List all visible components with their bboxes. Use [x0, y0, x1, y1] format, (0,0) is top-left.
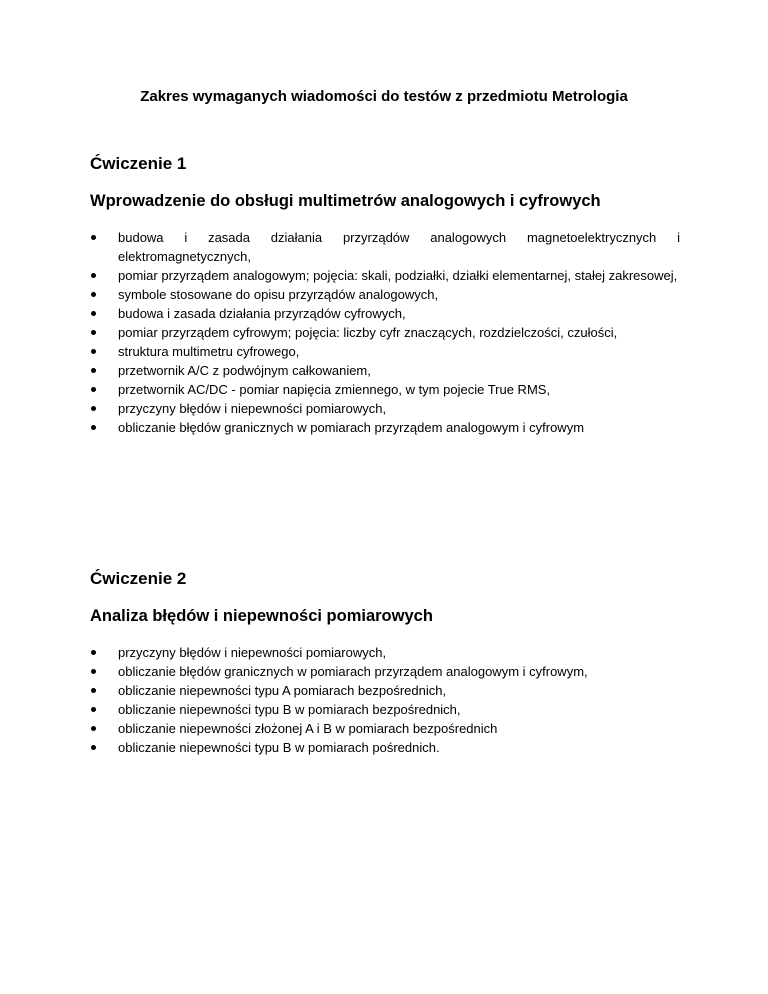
list-item	[90, 700, 680, 719]
list-item-text: przetwornik A/C z podwójnym całkowaniem,	[118, 363, 371, 378]
bullet-icon	[91, 406, 96, 411]
topic-heading: Analiza błędów i niepewności pomiarowych	[90, 607, 433, 625]
list-item	[90, 380, 680, 399]
list-item-text: struktura multimetru cyfrowego,	[118, 344, 300, 359]
list-item	[90, 662, 680, 681]
list-item	[90, 228, 680, 266]
topic-heading: Wprowadzenie do obsługi multimetrów analogowych i cyfrowych	[90, 192, 601, 210]
bullet-icon	[91, 707, 96, 712]
bullet-icon	[91, 311, 96, 316]
list-item	[90, 285, 680, 304]
list-item-text: budowa i zasada działania przyrządów analogowych magnetoelektrycznych i elektromagnetycznych,	[118, 230, 680, 264]
bullet-icon	[91, 368, 96, 373]
list-item-text: przyczyny błędów i niepewności pomiarowych,	[118, 401, 387, 416]
document-title: Zakres wymaganych wiadomości do testów z przedmiotu Metrologia	[140, 88, 628, 105]
bullet-icon	[91, 745, 96, 750]
bullet-list	[90, 228, 680, 437]
list-item	[90, 361, 680, 380]
bullet-icon	[91, 292, 96, 297]
list-item	[90, 342, 680, 361]
list-item	[90, 681, 680, 700]
list-item-text: obliczanie niepewności typu B w pomiarach bezpośrednich,	[118, 702, 461, 717]
bullet-icon	[91, 235, 96, 240]
list-item-text: pomiar przyrządem analogowym; pojęcia: skali, podziałki, działki elementarnej, stałej zakresowej,	[118, 268, 678, 283]
bullet-icon	[91, 387, 96, 392]
bullet-icon	[91, 425, 96, 430]
bullet-icon	[91, 726, 96, 731]
list-item-text: obliczanie błędów granicznych w pomiarach przyrządem analogowym i cyfrowym	[118, 420, 585, 435]
section-exercise-1	[90, 152, 680, 437]
bullet-icon	[91, 688, 96, 693]
list-item	[90, 266, 680, 285]
list-item	[90, 738, 680, 757]
bullet-list	[90, 643, 680, 757]
bullet-icon	[91, 650, 96, 655]
list-item-text: symbole stosowane do opisu przyrządów analogowych,	[118, 287, 439, 302]
bullet-icon	[91, 669, 96, 674]
exercise-heading: Ćwiczenie 1	[90, 154, 187, 173]
list-item	[90, 323, 680, 342]
list-item-text: obliczanie niepewności złożonej A i B w pomiarach bezpośrednich	[118, 721, 498, 736]
list-item	[90, 719, 680, 738]
list-item-text: obliczanie niepewności typu A pomiarach bezpośrednich,	[118, 683, 447, 698]
list-item-text: przyczyny błędów i niepewności pomiarowych,	[118, 645, 387, 660]
list-item-text: obliczanie błędów granicznych w pomiarach przyrządem analogowym i cyfrowym,	[118, 664, 588, 679]
list-item	[90, 418, 680, 437]
list-item-text: przetwornik AC/DC - pomiar napięcia zmiennego, w tym pojecie True RMS,	[118, 382, 551, 397]
exercise-heading: Ćwiczenie 2	[90, 569, 187, 588]
list-item-text: pomiar przyrządem cyfrowym; pojęcia: liczby cyfr znaczących, rozdzielczości, czułości,	[118, 325, 618, 340]
list-item	[90, 304, 680, 323]
list-item-text: budowa i zasada działania przyrządów cyfrowych,	[118, 306, 406, 321]
bullet-icon	[91, 330, 96, 335]
list-item-text: obliczanie niepewności typu B w pomiarach pośrednich.	[118, 740, 440, 755]
list-item	[90, 399, 680, 418]
bullet-icon	[91, 349, 96, 354]
list-item	[90, 643, 680, 662]
section-exercise-2	[90, 567, 680, 757]
bullet-icon	[91, 273, 96, 278]
